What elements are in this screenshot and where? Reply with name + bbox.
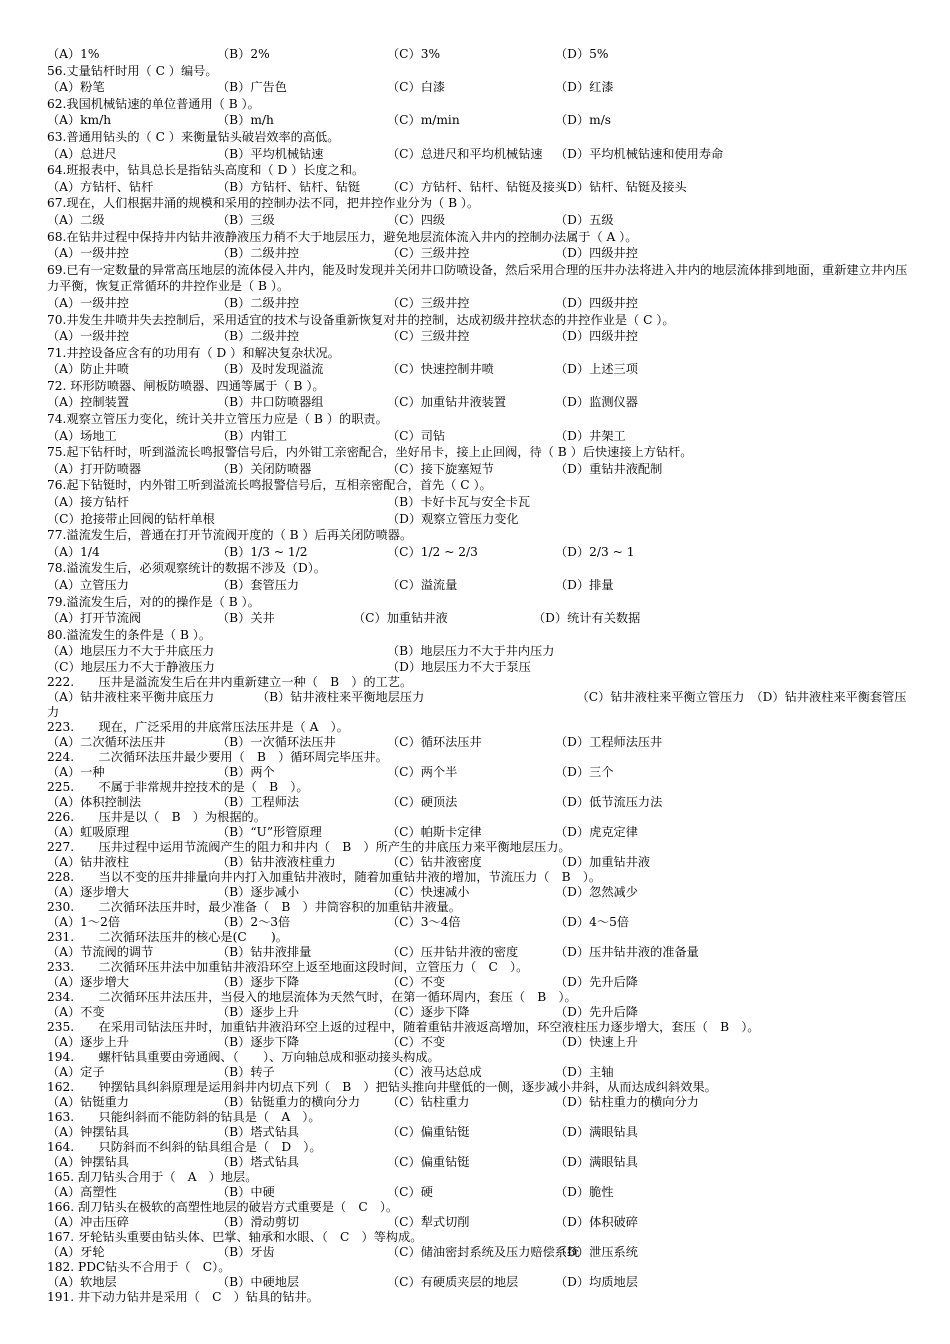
answer-option: （D）泄压系统 [555,1244,638,1259]
answer-option: （A）钻井液柱 [47,854,129,869]
answer-option: （A）场地工 [47,428,117,443]
options-line [47,1275,910,1290]
answer-option: （D）三个 [555,764,614,779]
options-line [47,975,910,990]
answer-option: （D）观察立管压力变化 [387,511,519,526]
options-line [47,643,910,660]
answer-option: （D）满眼钻具 [555,1154,638,1169]
question-line: 75.起下钻杆时，听到溢流长鸣报警信号后，内外钳工亲密配合，坐好吊卡，接上止回阀，待（ B ）后快速接上方钻杆。 [47,445,693,460]
answer-option: （B）塔式钻具 [217,1124,300,1139]
question-line: 222. 压井是溢流发生后在井内重新建立一种（ B ）的工艺。 [47,674,413,689]
answer-option: （B）卡好卡瓦与安全卡瓦 [387,495,531,510]
question-line: 67.现在，人们根据井涌的规模和采用的控制办法不同，把井控作业分为（ B ）。 [47,196,480,211]
answer-option: （C）逐步下降 [387,1004,470,1019]
answer-option: （A）地层压力不大于井底压力 [47,644,215,659]
answer-option: （C）3% [387,47,441,61]
answer-option: （C）快速控制井喷 [387,362,494,377]
answer-option: （B）两个 [217,764,275,779]
question-line: 165. 刮刀钻头合用于（ A ）地层。 [47,1169,258,1184]
answer-option: （D）统计有关数据 [533,611,641,626]
answer-option: （D）主轴 [555,1064,614,1079]
question-line: 224. 二次循环法压井最少要用（ B ）循环周完毕压井。 [47,749,388,764]
question-line: 74.观察立管压力变化，统计关井立管压力应是（ B ）的职责。 [47,412,388,427]
options-line [47,1095,910,1110]
answer-option: （B）钻井液排量 [217,944,312,959]
options-line [47,1035,910,1050]
answer-option: （B）逐步上升 [217,1004,300,1019]
answer-option: （A）1～2倍 [47,914,121,929]
answer-option: （A）防止井喷 [47,362,129,377]
answer-option: （D）地层压力不大于泵压 [387,659,531,674]
answer-option: （B）逐步减小 [217,884,300,899]
answer-option: （A）钻铤重力 [47,1094,129,1109]
answer-option: （C）溢流量 [387,578,458,592]
options-line [47,79,910,96]
question-line: 234. 二次循环压井法压井，当侵入的地层流体为天然气时，在第一循环周内，套压（ B ）。 [47,989,577,1004]
answer-option: （A）一级井控 [47,295,129,310]
answer-option: （C）抢接带止回阀的钻杆单根 [47,511,215,526]
answer-option: （A）体积控制法 [47,794,142,809]
answer-option: （C）循环法压井 [387,734,482,749]
question-line: 167. 牙轮钻头重要由钻头体、巴掌、轴承和水眼、（ C ）等构成。 [47,1229,423,1244]
answer-option: （A）一级井控 [47,329,129,344]
answer-option: （D）监测仪器 [555,395,638,410]
answer-option: （C）硬 [387,1184,433,1199]
answer-option: （B）塔式钻具 [217,1154,300,1169]
answer-option: （A）1% [47,47,100,61]
answer-option: （C）三级井控 [387,295,470,310]
question-line: 163. 只能纠斜而不能防斜的钻具是（ A ）。 [47,1109,321,1124]
options-line [47,179,910,196]
answer-option: （D）5% [555,47,609,61]
options-line [47,245,910,262]
options-line [47,461,910,478]
answer-option: （C）两个半 [387,764,458,779]
options-line [47,112,910,129]
question-line: 226. 压井是以（ B ）为根据的。 [47,809,266,824]
answer-option: （C）1/2 ~ 2/3 [387,544,478,559]
answer-option: （D）四级井控 [555,295,638,310]
answer-option: （A）逐步上升 [47,1034,129,1049]
answer-option: （A）冲击压碎 [47,1214,129,1229]
question-line: 162. 钟摆钻具纠斜原理是运用斜井内切点下列（ B ）把钻头推向井壁低的一侧，逐步减小井斜，从而达成纠斜效果。 [47,1079,717,1094]
answer-option: （B）逐步下降 [217,1034,300,1049]
answer-option: （B）牙齿 [217,1244,275,1259]
answer-option: （B）二级井控 [217,246,300,261]
options-line [47,1215,910,1230]
options-line [47,735,910,750]
question-line: 191. 井下动力钻井是采用（ C ）钻具的钻井。 [47,1289,319,1304]
answer-option: （C）偏重钻铤 [387,1124,470,1139]
answer-option: （B）滑动剪切 [217,1214,300,1229]
answer-option: （C）加重钻井液装置 [387,395,507,410]
options-line [47,1245,910,1260]
options-line [47,855,910,870]
answer-option: （C）总进尺和平均机械钻速 [387,146,543,161]
options-line [47,328,910,345]
answer-option: （B）转子 [217,1064,275,1079]
question-line: 194. 螺杆钻具重要由旁通阀、（ ）、万向轴总成和驱动接头构成。 [47,1049,440,1064]
options-line [47,885,910,900]
answer-option: （D）加重钻井液 [555,854,651,869]
answer-option: （B）m/h [217,113,274,128]
question-line: 70.井发生井喷井失去控制后，采用适宜的技术与设备重新恢复对井的控制，达成初级井控状态的井控作业是（ C ）。 [47,312,675,327]
answer-option: （A）立管压力 [47,578,129,592]
answer-option: （B）钻井液液柱重力 [217,854,336,869]
answer-option: （C）白漆 [387,80,446,95]
answer-option: （C）压井钻井液的密度 [387,944,519,959]
answer-option: （D）四级井控 [555,246,638,261]
answer-option: （B）一次循环法压井 [217,734,336,749]
answer-option: （A）打开防喷器 [47,461,142,476]
question-line: 56.丈量钻杆时用（ C ）编号。 [47,63,218,78]
answer-option: （A）km/h [47,113,112,128]
question-line: （A）钻井液柱来平衡井底压力 （B）钻井液柱来平衡地层压力 （C）钻井液柱来平衡立管压力 （D）钻井液柱来平衡套管压力 [47,689,907,719]
answer-option: （C）不变 [387,974,446,989]
answer-option: （A）钟摆钻具 [47,1154,129,1169]
answer-option: （A）定子 [47,1064,105,1079]
answer-option: （D）满眼钻具 [555,1124,638,1139]
answer-option: （B）地层压力不大于井内压力 [387,644,555,659]
options-line [47,511,910,528]
options-line [47,1125,910,1140]
question-line: 71.井控设备应含有的功用有（ D ）和解决复杂状况。 [47,345,340,360]
answer-option: （A）粉笔 [47,80,105,95]
answer-option: （A）高塑性 [47,1184,117,1199]
answer-option: （C）3～4倍 [387,914,461,929]
answer-option: （D）红漆 [555,80,614,95]
options-line [47,361,910,378]
question-line: 228. 当以不变的压井排量向井内打入加重钻井液时，随着加重钻井液的增加，节流压力（ B ）。 [47,869,602,884]
answer-option: （D）先升后降 [555,1004,638,1019]
answer-option: （B）关闭防喷器 [217,461,312,476]
answer-option: （A）总进尺 [47,146,117,161]
options-line [47,1155,910,1170]
answer-option: （D）工程师法压井 [555,734,663,749]
answer-option: （D）脆性 [555,1184,614,1199]
answer-option: （C）m/min [387,113,460,128]
answer-option: （D）钻杆、钻铤及接头 [555,179,687,194]
answer-option: （D）四级井控 [555,329,638,344]
question-line: 68.在钻井过程中保持井内钻井液静液压力稍不大于地层压力，避免地层流体流入井内的控制办法属于（ A ）。 [47,229,638,244]
question-line: 182. PDC钻头不合用于（ C）。 [47,1259,231,1274]
answer-option: （B）1/3 ~ 1/2 [217,544,308,559]
question-line: 79.溢流发生后，对的的操作是（ B ）。 [47,594,260,609]
answer-option: （D）m/s [555,113,612,128]
question-line: 225. 不属于非常规井控技术的是（ B ）。 [47,779,309,794]
answer-option: （D）先升后降 [555,974,638,989]
answer-option: （D）压井钻井液的准备量 [555,944,699,959]
question-line: 78.溢流发生后，必须观察统计的数据不涉及（D）。 [47,561,326,576]
question-line: 223. 现在，广泛采用的井底常压法压井是（ A ）。 [47,719,349,734]
answer-option: （C）接下旋塞短节 [387,461,494,476]
options-line [47,1005,910,1020]
answer-option: （B）内钳工 [217,428,287,443]
options-line [47,394,910,411]
answer-option: （C）三级井控 [387,246,470,261]
question-line: 64.班报表中，钻具总长是指钻头高度和（ D ）长度之和。 [47,163,365,178]
answer-option: （B）二级井控 [217,295,300,310]
answer-option: （D）排量 [555,578,614,592]
options-line [47,795,910,810]
answer-option: （B）2% [217,47,270,61]
question-line: 235. 在采用司钻法压井时，加重钻井液沿环空上返的过程中，随着重钻井液返高增加，环空液柱压力逐步增大，套压（ B ）。 [47,1019,760,1034]
answer-option: （C）偏重钻铤 [387,1154,470,1169]
answer-option: （B）2～3倍 [217,914,291,929]
answer-option: （C）液马达总成 [387,1064,482,1079]
answer-option: （C）储油密封系统及压力赔偿系统 [387,1244,580,1259]
options-line [47,825,910,840]
options-line [47,577,910,594]
options-line [47,765,910,780]
question-line: 233. 二次循环压井法中加重钻井液沿环空上返至地面这段时间，立管压力（ C ）。 [47,959,529,974]
answer-option: （B）工程师法 [217,794,300,809]
answer-option: （A）1/4 [47,544,100,559]
answer-option: （A）二次循环法压井 [47,734,166,749]
answer-option: （A）一种 [47,764,105,779]
question-line: 164. 只防斜而不纠斜的钻具组合是（ D ）。 [47,1139,322,1154]
question-line: 77.溢流发生后，普通在打开节流阀开度的（ B ）后再关闭防喷器。 [47,528,413,543]
answer-option: （D）体积破碎 [555,1214,638,1229]
answer-option: （D）井架工 [555,428,626,443]
question-line: 231. 二次循环法压井的核心是(C )。 [47,929,288,944]
answer-option: （C）司钻 [387,428,446,443]
answer-option: （D）忽然减少 [555,884,638,899]
answer-option: （C）加重钻井液 [353,611,448,626]
answer-option: （C）不变 [387,1034,446,1049]
question-line: 72. 环形防喷器、闸板防喷器、四通等属于（ B ）。 [47,378,325,393]
answer-option: （C）方钻杆、钻杆、钻铤及接头 [387,179,567,194]
options-line [47,945,910,960]
question-line: 76.起下钻铤时，内外钳工听到溢流长鸣报警信号后，互相亲密配合，首先（ C ）。 [47,478,492,493]
answer-option: （B）中硬地层 [217,1274,300,1289]
answer-option: （C）犁式切削 [387,1214,470,1229]
answer-option: （A）逐步增大 [47,974,129,989]
answer-option: （B）平均机械钻速 [217,146,324,161]
answer-option: （B）钻铤重力的横向分力 [217,1094,361,1109]
answer-option: （B）“U”形管原理 [217,824,322,839]
answer-option: （A）打开节流阀 [47,611,142,626]
answer-option: （B）井口防喷器组 [217,395,324,410]
options-line [47,1185,910,1200]
answer-option: （C）钻井液密度 [387,854,482,869]
answer-option: （C）有硬质夹层的地层 [387,1274,519,1289]
options-line [47,660,910,675]
options-line [47,146,910,163]
options-line [47,428,910,445]
question-line: 227. 压井过程中运用节流阀产生的阻力和井内（ B ）所产生的井底压力来平衡地层压力。 [47,839,571,854]
answer-option: （D）五级 [555,212,614,227]
answer-option: （C）三级井控 [387,329,470,344]
answer-option: （A）不变 [47,1004,105,1019]
question-line: 80.溢流发生的条件是（ B ）。 [47,627,212,642]
answer-option: （A）虹吸原理 [47,824,129,839]
answer-option: （D）上述三项 [555,362,638,377]
answer-option: （B）中硬 [217,1184,275,1199]
answer-option: （A）方钻杆、钻杆 [47,179,154,194]
answer-option: （D）重钻井液配制 [555,461,663,476]
options-line [47,915,910,930]
answer-option: （B）三级 [217,212,275,227]
answer-option: （A）一级井控 [47,246,129,261]
question-line: 63.普通用钻头的（ C ）来衡量钻头破岩效率的高低。 [47,129,340,144]
answer-option: （B）方钻杆、钻杆、钻铤 [217,179,361,194]
answer-option: （A）钟摆钻具 [47,1124,129,1139]
answer-option: （D）虎克定律 [555,824,638,839]
answer-option: （A）控制装置 [47,395,129,410]
answer-option: （A）逐步增大 [47,884,129,899]
answer-option: （D）4～5倍 [555,914,630,929]
answer-option: （A）接方钻杆 [47,495,129,510]
answer-option: （C）四级 [387,212,446,227]
question-line: 230. 二次循环法压井时，最少准备（ B ）井筒容积的加重钻井液量。 [47,899,461,914]
answer-option: （A）节流阀的调节 [47,944,154,959]
answer-option: （D）钻柱重力的横向分力 [555,1094,699,1109]
question-line: 69.已有一定数量的异常高压地层的流体侵入井内，能及时发现并关闭井口防喷设备，然后采用合理的压井办法将进入井内的地层流体排到地面，重新建立井内压力平衡，恢复正常循环的井控作业是（ B ）。 [47,262,908,294]
question-line: 166. 刮刀钻头在极软的高塑性地层的破岩方式重要是（ C ）。 [47,1199,399,1214]
answer-option: （B）二级井控 [217,329,300,344]
options-line [47,544,910,561]
answer-option: （D）平均机械钻速和使用寿命 [555,146,724,161]
answer-option: （B）广告色 [217,80,287,95]
answer-option: （A）二级 [47,212,105,227]
answer-option: （C）硬顶法 [387,794,458,809]
answer-option: （B）及时发现溢流 [217,362,324,377]
answer-option: （A）软地层 [47,1274,117,1289]
answer-option: （D）低节流压力法 [555,794,663,809]
answer-option: （C）地层压力不大于静液压力 [47,659,215,674]
answer-option: （C）钻柱重力 [387,1094,470,1109]
answer-option: （C）帕斯卡定律 [387,824,482,839]
answer-option: （D）快速上升 [555,1034,638,1049]
answer-option: （C）快速减小 [387,884,470,899]
question-line: 62.我国机械钻速的单位普通用（ B ）。 [47,96,260,111]
options-line [47,295,910,312]
answer-option: （D）2/3 ~ 1 [555,544,635,559]
options-line [47,610,910,627]
answer-option: （A）牙轮 [47,1244,105,1259]
answer-option: （D）均质地层 [555,1274,638,1289]
options-line [47,212,910,229]
options-line [47,1065,910,1080]
answer-option: （B）逐步下降 [217,974,300,989]
answer-option: （B）关井 [217,611,275,626]
answer-option: （B）套管压力 [217,578,300,592]
options-line [47,46,910,63]
options-line [47,494,910,511]
